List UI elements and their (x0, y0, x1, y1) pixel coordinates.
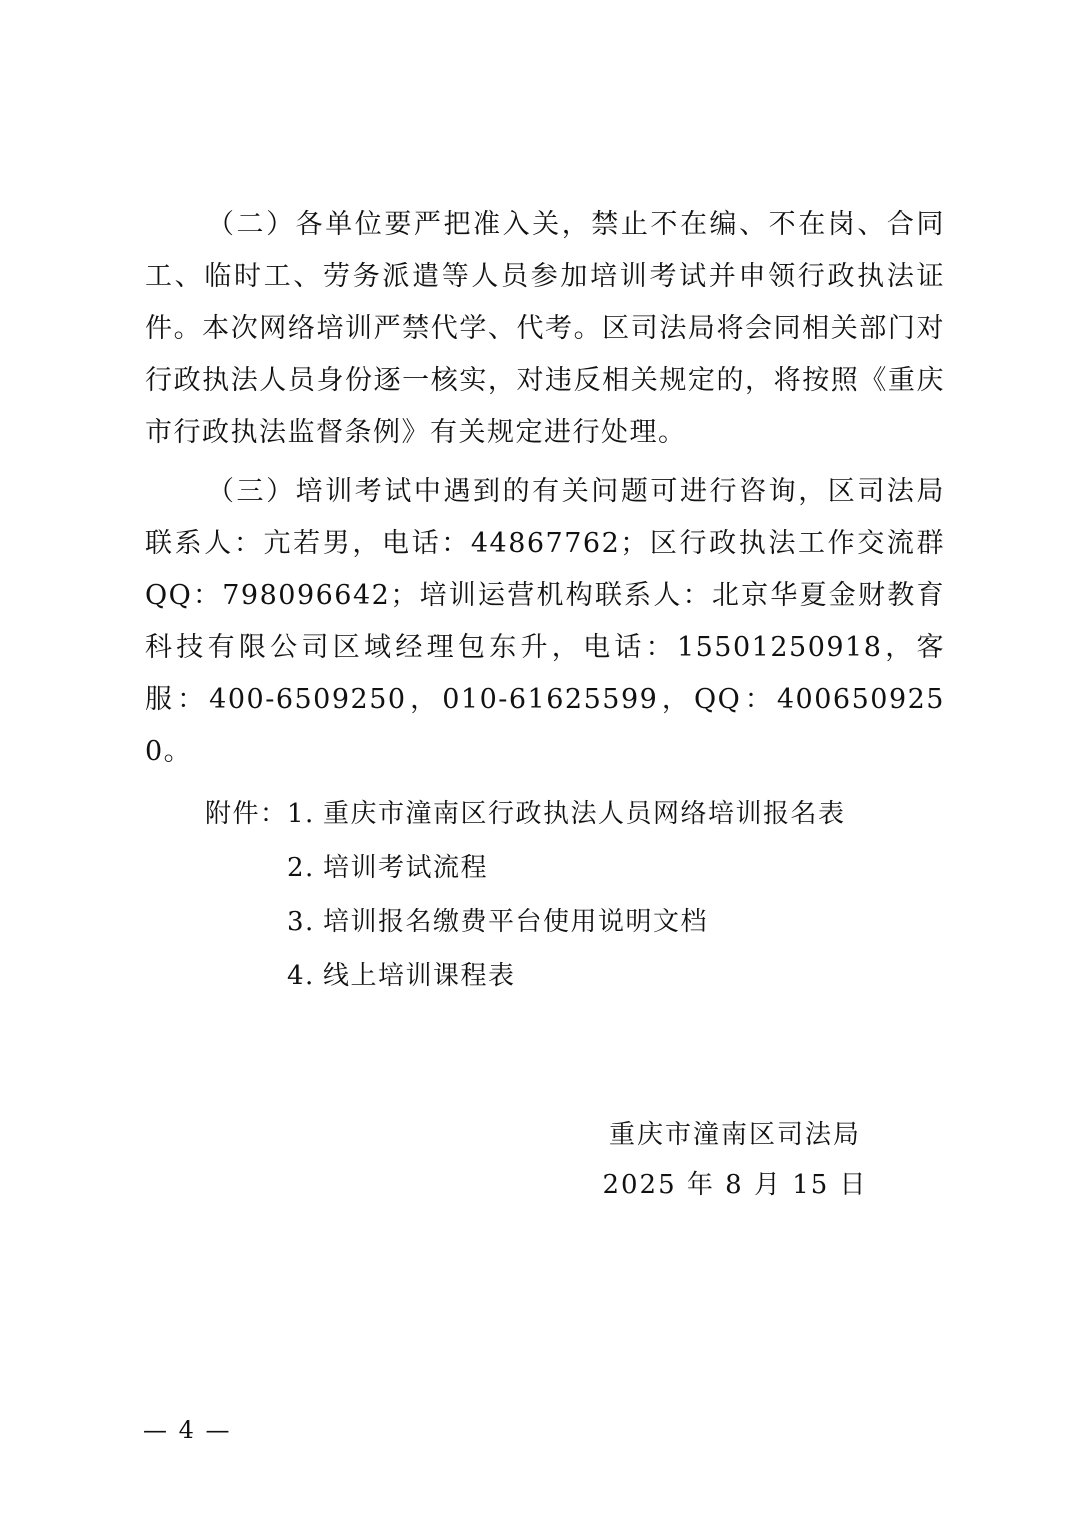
attachment-title: 培训考试流程 (323, 853, 489, 883)
attachment-title: 重庆市潼南区行政执法人员网络培训报名表 (323, 799, 846, 829)
paragraph-contact-info: （三）培训考试中遇到的有关问题可进行咨询，区司法局联系人：亢若男，电话：44867762；区行政执法工作交流群QQ：798096642；培训运营机构联系人：北京华夏金财教育科技有限公司区域经理包东升，电话：15501250918，客服：400-6509250，010-61625599，QQ：4006509250。 (145, 476, 945, 767)
page-number: — 4 — (143, 1416, 232, 1444)
issuing-organization: 重庆市潼南区司法局 (608, 1120, 861, 1150)
attachment-number: 1. (287, 799, 315, 829)
attachment-item (205, 841, 965, 895)
attachment-title: 培训报名缴费平台使用说明文档 (323, 907, 709, 937)
issue-date: 2025 年 8 月 15 日 (602, 1170, 868, 1200)
signature-block (600, 1110, 870, 1210)
attachment-number: 2. (287, 853, 315, 883)
attachment-item (205, 895, 965, 949)
attachment-number: 3. (287, 907, 315, 937)
attachment-title: 线上培训课程表 (323, 961, 516, 991)
attachment-item (205, 949, 965, 1003)
attachment-number: 4. (287, 961, 315, 991)
attachments-list (205, 787, 965, 1003)
attachment-item (205, 787, 965, 841)
paragraph-admission-control: （二）各单位要严把准入关，禁止不在编、不在岗、合同工、临时工、劳务派遣等人员参加培训考试并申领行政执法证件。本次网络培训严禁代学、代考。区司法局将会同相关部门对行政执法人员身份逐一核实，对违反相关规定的，将按照《重庆市行政执法监督条例》有关规定进行处理。 (145, 209, 945, 448)
attachments-label: 附件： (205, 799, 288, 829)
